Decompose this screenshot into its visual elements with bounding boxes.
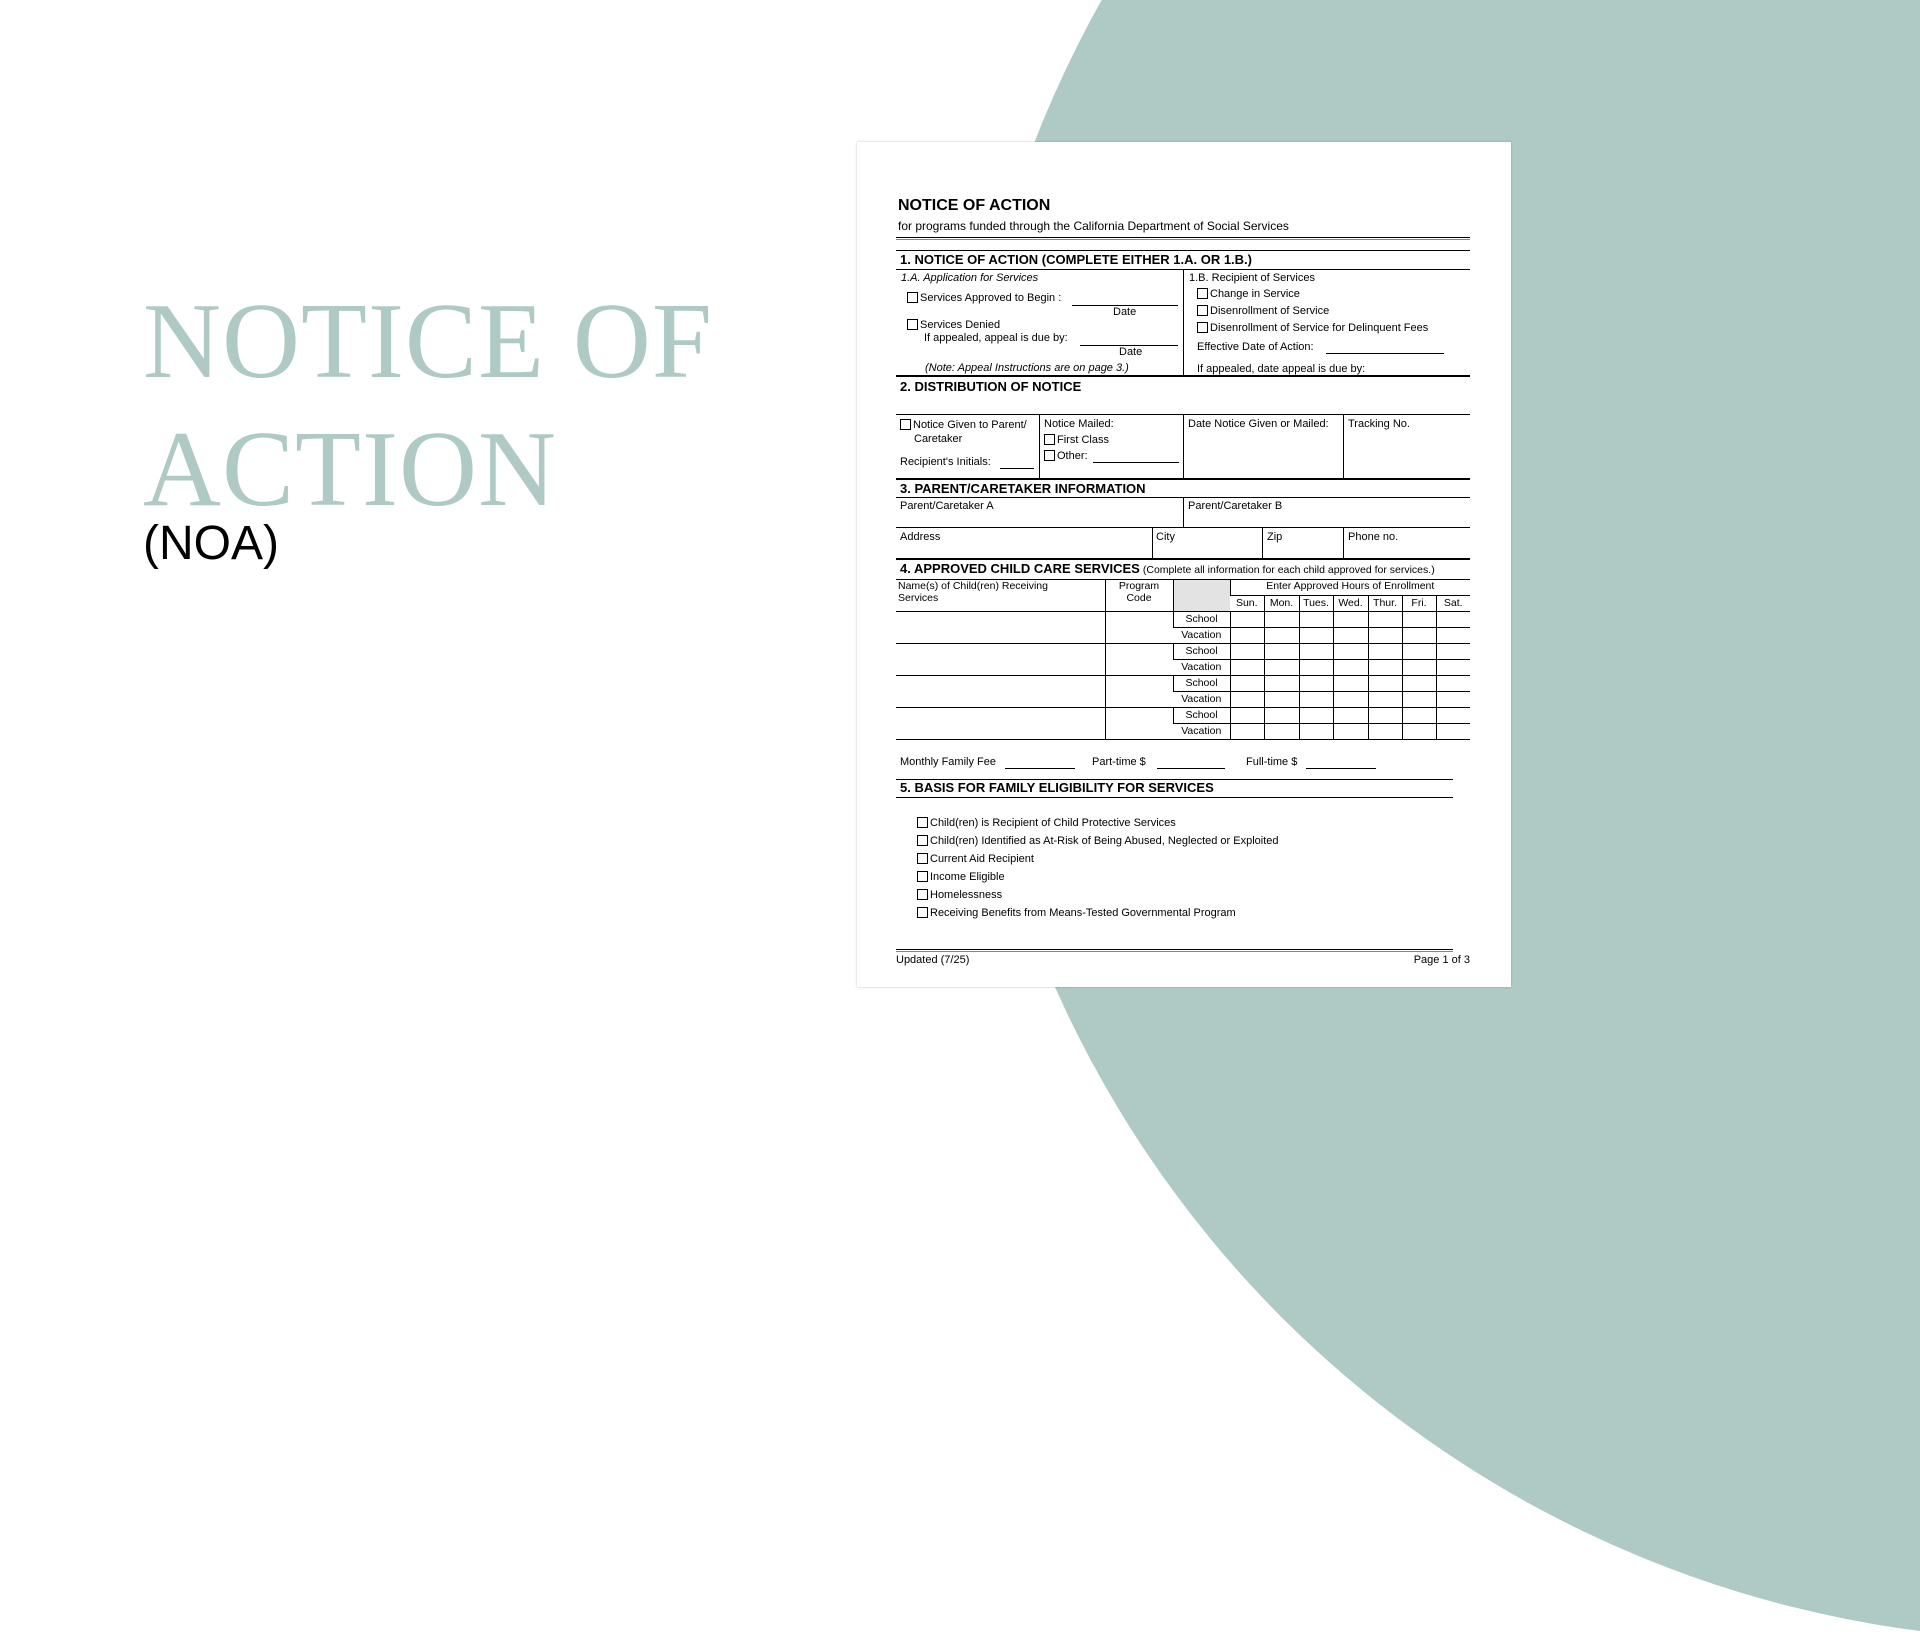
row-type-cell: Vacation <box>1173 628 1230 644</box>
s2-title: 2. DISTRIBUTION OF NOTICE <box>900 379 1082 394</box>
hours-cell[interactable] <box>1299 692 1333 708</box>
hours-cell[interactable] <box>1230 676 1264 692</box>
approved-checkbox[interactable] <box>907 292 918 303</box>
hours-cell[interactable] <box>1264 676 1299 692</box>
child-name-cell[interactable] <box>896 676 1105 708</box>
table-row <box>896 676 1470 692</box>
hours-cell[interactable] <box>1264 612 1299 628</box>
city-label[interactable]: City <box>1156 531 1175 543</box>
hours-cell[interactable] <box>1333 628 1368 644</box>
hours-cell[interactable] <box>1402 676 1436 692</box>
appeal-due-label: If appealed, appeal is due by: <box>924 332 1068 344</box>
s4-title: 4. APPROVED CHILD CARE SERVICES <box>900 561 1140 576</box>
slide-title-line2: ACTION <box>143 410 557 529</box>
hours-cell[interactable] <box>1333 612 1368 628</box>
row-type-cell: School <box>1173 676 1230 692</box>
s1b-disenroll <box>1197 305 1329 318</box>
program-code-cell[interactable] <box>1105 644 1173 676</box>
eligibility-label: Child(ren) is Recipient of Child Protective Services <box>930 817 1176 829</box>
hours-cell[interactable] <box>1299 628 1333 644</box>
eligibility-checkbox[interactable] <box>917 889 928 900</box>
s1b-disenroll-fees <box>1197 322 1428 335</box>
parent-b-label[interactable]: Parent/Caretaker B <box>1188 500 1283 512</box>
eligibility-item <box>917 817 1176 830</box>
change-label: Change in Service <box>1210 288 1300 300</box>
table-row <box>896 644 1470 660</box>
s3-top-rule <box>896 478 1470 480</box>
hours-cell[interactable] <box>1230 692 1264 708</box>
hours-cell[interactable] <box>1264 628 1299 644</box>
s4-top-rule <box>896 558 1470 560</box>
s3-div-ab <box>1183 497 1184 527</box>
hours-cell[interactable] <box>1230 628 1264 644</box>
child-name-cell[interactable] <box>896 612 1105 644</box>
date-caption-2: Date <box>1119 346 1143 358</box>
hours-cell[interactable] <box>1436 660 1470 676</box>
row-type-cell: Vacation <box>1173 692 1230 708</box>
other-checkbox[interactable] <box>1044 450 1055 461</box>
s3-title: 3. PARENT/CARETAKER INFORMATION <box>900 481 1146 496</box>
approved-label: Services Approved to Begin : <box>920 292 1062 304</box>
full-time-label: Full-time $ <box>1246 756 1298 768</box>
row-type-cell: School <box>1173 612 1230 628</box>
disenroll-fees-checkbox[interactable] <box>1197 322 1208 333</box>
hours-cell[interactable] <box>1368 644 1402 660</box>
appeal-b-label: If appealed, date appeal is due by: <box>1197 363 1366 375</box>
other <box>1044 450 1088 463</box>
first-class-checkbox[interactable] <box>1044 434 1055 445</box>
eligibility-checkbox[interactable] <box>917 817 928 828</box>
s4-title-note: (Complete all information for each child approved for services.) <box>1142 564 1435 576</box>
col-names-header <box>896 580 1105 612</box>
hours-header: Enter Approved Hours of Enrollment <box>1230 580 1470 596</box>
s5-title-rule <box>896 797 1453 798</box>
hours-cell[interactable] <box>1368 612 1402 628</box>
table-header-row <box>896 580 1470 596</box>
table-row <box>896 708 1470 724</box>
hours-cell[interactable] <box>1402 612 1436 628</box>
monthly-fee-line[interactable] <box>1005 768 1075 769</box>
hours-cell[interactable] <box>1402 628 1436 644</box>
row-type-cell: School <box>1173 708 1230 724</box>
footer-updated: Updated (7/25) <box>896 954 970 966</box>
hours-cell[interactable] <box>1333 692 1368 708</box>
initials-line[interactable] <box>1000 468 1034 469</box>
hours-cell[interactable] <box>1436 708 1470 724</box>
s2-top-rule <box>896 375 1470 377</box>
form-page <box>857 142 1511 987</box>
hours-cell[interactable] <box>1368 724 1402 740</box>
eligibility-label: Current Aid Recipient <box>930 853 1034 865</box>
hours-cell[interactable] <box>1436 676 1470 692</box>
hours-cell[interactable] <box>1333 644 1368 660</box>
hours-cell[interactable] <box>1299 676 1333 692</box>
zip-label[interactable]: Zip <box>1267 531 1283 543</box>
eligibility-item <box>917 835 1279 848</box>
hours-cell[interactable] <box>1333 676 1368 692</box>
hours-cell[interactable] <box>1299 708 1333 724</box>
s1a-approved <box>907 292 1061 305</box>
other-line[interactable] <box>1093 462 1179 463</box>
hours-cell[interactable] <box>1230 612 1264 628</box>
eligibility-label: Income Eligible <box>930 871 1005 883</box>
first-class <box>1044 434 1109 447</box>
s1-title: 1. NOTICE OF ACTION (COMPLETE EITHER 1.A. OR 1.B.) <box>900 252 1252 267</box>
hours-cell[interactable] <box>1299 644 1333 660</box>
hours-cell[interactable] <box>1368 660 1402 676</box>
s1a-denied <box>907 319 1000 332</box>
hours-cell[interactable] <box>1264 724 1299 740</box>
header-rule <box>896 237 1470 238</box>
s3-mid-rule <box>896 527 1470 528</box>
s1-top-rule <box>896 250 1470 251</box>
col-program-line2: Code <box>1126 592 1152 605</box>
first-class-label: First Class <box>1057 434 1109 446</box>
part-time-label: Part-time $ <box>1092 756 1146 768</box>
eligibility-label: Homelessness <box>930 889 1003 901</box>
s2-div-3 <box>1343 414 1344 478</box>
day-sat: Sat. <box>1436 596 1470 612</box>
row-type-cell: Vacation <box>1173 724 1230 740</box>
day-mon: Mon. <box>1264 596 1299 612</box>
s2-div-1 <box>1039 414 1040 478</box>
col-type-header <box>1173 580 1230 612</box>
hours-cell[interactable] <box>1230 644 1264 660</box>
date-caption-1: Date <box>1113 306 1137 318</box>
appeal-note: (Note: Appeal Instructions are on page 3.) <box>925 362 1129 374</box>
other-label: Other: <box>1057 450 1088 462</box>
eligibility-label: Receiving Benefits from Means-Tested Governmental Program <box>930 907 1236 919</box>
hours-cell[interactable] <box>1230 708 1264 724</box>
form-heading: NOTICE OF ACTION <box>898 197 1051 214</box>
slide-title <box>143 278 713 534</box>
hours-cell[interactable] <box>1436 644 1470 660</box>
disenroll-fees-label: Disenrollment of Service for Delinquent Fees <box>1210 322 1429 334</box>
hours-cell[interactable] <box>1333 660 1368 676</box>
row-type-cell: School <box>1173 644 1230 660</box>
hours-cell[interactable] <box>1299 724 1333 740</box>
program-code-cell[interactable] <box>1105 676 1173 708</box>
table-row <box>896 612 1470 628</box>
hours-cell[interactable] <box>1264 660 1299 676</box>
slide-title-line1: NOTICE OF <box>143 282 713 401</box>
s5-title: 5. BASIS FOR FAMILY ELIGIBILITY FOR SERVICES <box>900 780 1214 795</box>
eligibility-checkbox[interactable] <box>917 853 928 864</box>
s3-div-city <box>1152 527 1153 558</box>
hours-cell[interactable] <box>1264 692 1299 708</box>
hours-cell[interactable] <box>1333 724 1368 740</box>
s4-title-row <box>900 562 1435 577</box>
s1b-change <box>1197 288 1300 301</box>
parent-a-label[interactable]: Parent/Caretaker A <box>900 500 994 512</box>
hours-cell[interactable] <box>1368 708 1402 724</box>
hours-cell[interactable] <box>1402 644 1436 660</box>
hours-cell[interactable] <box>1299 612 1333 628</box>
eligibility-checkbox[interactable] <box>917 835 928 846</box>
program-code-cell[interactable] <box>1105 612 1173 644</box>
hours-cell[interactable] <box>1264 708 1299 724</box>
hours-cell[interactable] <box>1402 660 1436 676</box>
hours-cell[interactable] <box>1402 724 1436 740</box>
given-to-parent <box>900 419 1027 432</box>
form-subheading: for programs funded through the California Department of Social Services <box>898 219 1289 233</box>
footer-page: Page 1 of 3 <box>1413 954 1470 966</box>
day-thur: Thur. <box>1368 596 1402 612</box>
part-time-line[interactable] <box>1157 768 1225 769</box>
child-care-table <box>896 579 1470 740</box>
hours-cell[interactable] <box>1230 724 1264 740</box>
change-checkbox[interactable] <box>1197 288 1208 299</box>
phone-label[interactable]: Phone no. <box>1348 531 1399 543</box>
disenroll-checkbox[interactable] <box>1197 305 1208 316</box>
effective-date-label: Effective Date of Action: <box>1197 341 1314 353</box>
col-program-line1: Program <box>1118 580 1160 592</box>
footer-rule-2 <box>896 951 1453 952</box>
hours-cell[interactable] <box>1368 628 1402 644</box>
eligibility-checkbox[interactable] <box>917 907 928 918</box>
monthly-fee-label: Monthly Family Fee <box>900 756 996 768</box>
day-fri: Fri. <box>1402 596 1436 612</box>
day-wed: Wed. <box>1333 596 1368 612</box>
hours-cell[interactable] <box>1333 708 1368 724</box>
hours-cell[interactable] <box>1436 692 1470 708</box>
hours-cell[interactable] <box>1436 724 1470 740</box>
tracking-label: Tracking No. <box>1348 418 1410 430</box>
s1-divider <box>1183 269 1184 375</box>
hours-cell[interactable] <box>1264 644 1299 660</box>
slide-subtitle: (NOA) <box>143 517 279 570</box>
col-program-header <box>1105 580 1173 612</box>
eligibility-label: Child(ren) Identified as At-Risk of Being Abused, Neglected or Exploited <box>930 835 1279 847</box>
hours-cell[interactable] <box>1368 692 1402 708</box>
given-line2: Caretaker <box>914 433 963 445</box>
row-type-cell: Vacation <box>1173 660 1230 676</box>
s3-div-zip <box>1262 527 1263 558</box>
s2-div-2 <box>1183 414 1184 478</box>
disenroll-label: Disenrollment of Service <box>1210 305 1330 317</box>
eligibility-item <box>917 853 1034 866</box>
s1a-title: 1.A. Application for Services <box>901 272 1039 284</box>
program-code-cell[interactable] <box>1105 708 1173 740</box>
s1b-title: 1.B. Recipient of Services <box>1189 272 1315 284</box>
denied-label: Services Denied <box>920 319 1001 331</box>
hours-cell[interactable] <box>1402 708 1436 724</box>
child-name-cell[interactable] <box>896 644 1105 676</box>
eligibility-item <box>917 889 1002 902</box>
mailed-label: Notice Mailed: <box>1044 418 1114 430</box>
hours-cell[interactable] <box>1436 612 1470 628</box>
day-tues: Tues. <box>1299 596 1333 612</box>
day-sun: Sun. <box>1230 596 1264 612</box>
full-time-line[interactable] <box>1306 768 1376 769</box>
child-name-cell[interactable] <box>896 708 1105 740</box>
given-line1: Notice Given to Parent/ <box>913 419 1027 431</box>
footer-rule <box>896 949 1453 950</box>
initials-label: Recipient's Initials: <box>900 456 991 468</box>
hours-cell[interactable] <box>1368 676 1402 692</box>
hours-cell[interactable] <box>1230 660 1264 676</box>
given-to-parent-checkbox[interactable] <box>900 419 911 430</box>
hours-cell[interactable] <box>1436 628 1470 644</box>
s3-div-phone <box>1343 527 1344 558</box>
header-rule-2 <box>896 239 1470 240</box>
eligibility-checkbox[interactable] <box>917 871 928 882</box>
denied-checkbox[interactable] <box>907 319 918 330</box>
eligibility-item <box>917 907 1236 920</box>
hours-cell[interactable] <box>1299 660 1333 676</box>
date-given-label: Date Notice Given or Mailed: <box>1188 418 1329 430</box>
address-label[interactable]: Address <box>900 531 941 543</box>
hours-cell[interactable] <box>1402 692 1436 708</box>
col-names-line1: Name(s) of Child(ren) Receiving <box>898 580 1048 592</box>
effective-date-line[interactable] <box>1326 353 1444 354</box>
col-names-line2: Services <box>898 592 939 605</box>
eligibility-item <box>917 871 1005 884</box>
